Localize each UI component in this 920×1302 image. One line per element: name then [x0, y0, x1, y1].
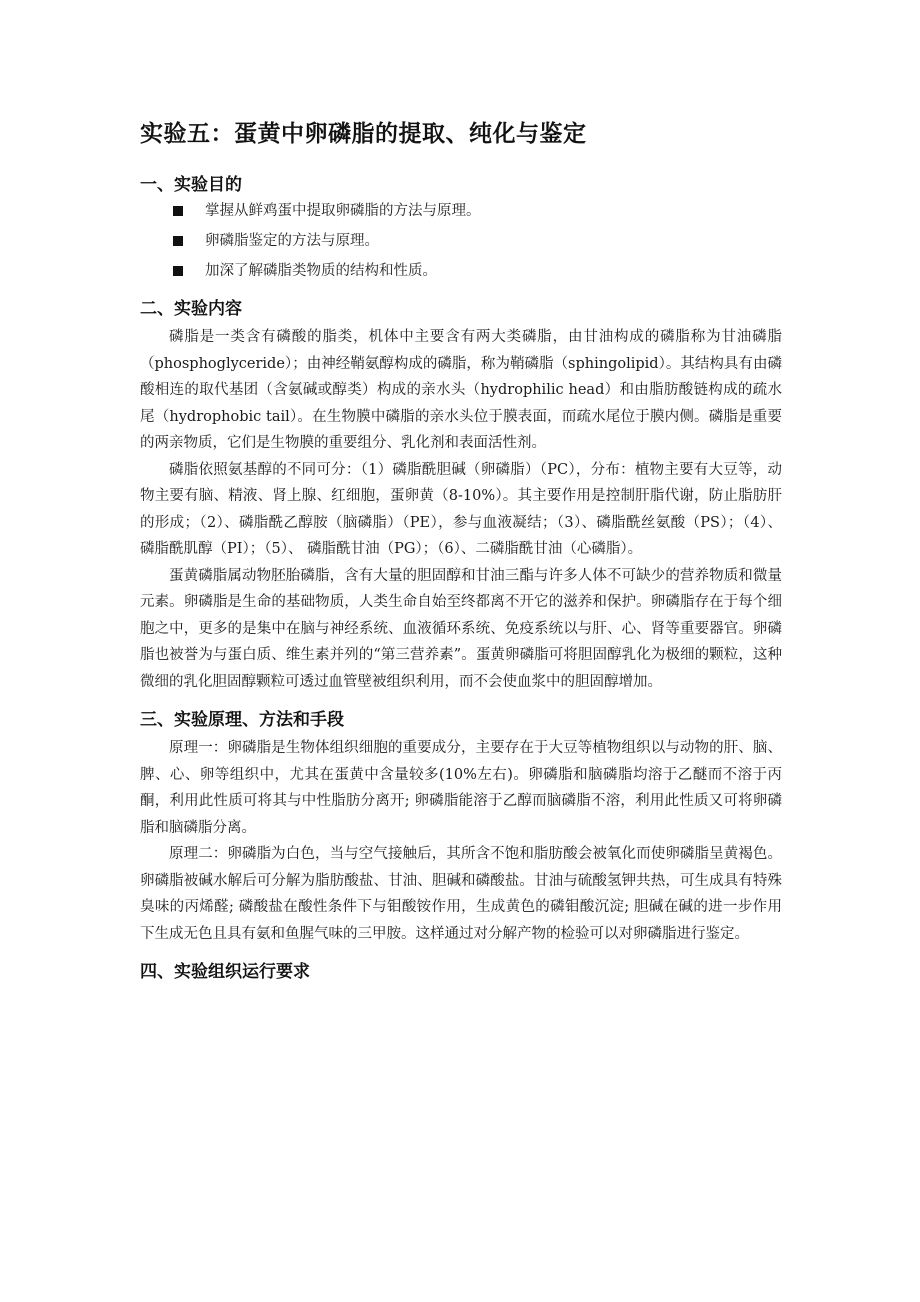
- section-content: [140, 296, 782, 695]
- section-organization: [140, 959, 782, 985]
- document-title: 实验五：蛋黄中卵磷脂的提取、纯化与鉴定: [140, 121, 587, 147]
- paragraph: 磷脂是一类含有磷酸的脂类，机体中主要含有两大类磷脂，由甘油构成的磷脂称为甘油磷脂（phosphoglyceride）；由神经鞘氨醇构成的磷脂，称为鞘磷脂（sphingolipid）。其结构具有由磷酸相连的取代基团（含氨碱或醇类）构成的亲水头（hydrophilic head）和由脂肪酸链构成的疏水尾（hydrophobic tail）。在生物膜中磷脂的亲水头位于膜表面，而疏水尾位于膜内侧。磷脂是重要的两亲物质，它们是生物膜的重要组分、乳化剂和表面活性剂。: [140, 329, 782, 451]
- list-item-text: 掌握从鲜鸡蛋中提取卵磷脂的方法与原理。: [205, 203, 481, 219]
- purpose-list: [140, 200, 782, 282]
- list-item: [140, 200, 782, 222]
- list-item-text: 加深了解磷脂类物质的结构和性质。: [205, 263, 437, 279]
- section-purpose: [140, 172, 782, 282]
- list-item: [140, 230, 782, 252]
- paragraph: 原理二：卵磷脂为白色，当与空气接触后，其所含不饱和脂肪酸会被氧化而使卵磷脂呈黄褐色。卵磷脂被碱水解后可分解为脂肪酸盐、甘油、胆碱和磷酸盐。甘油与硫酸氢钾共热，可生成具有特殊臭味的丙烯醛; 磷酸盐在酸性条件下与钼酸铵作用，生成黄色的磷钼酸沉淀; 胆碱在碱的进一步作用下生成无色且具有氨和鱼腥气味的三甲胺。这样通过对分解产物的检验可以对卵磷脂进行鉴定。: [140, 846, 782, 942]
- list-item: [140, 260, 782, 282]
- square-bullet-icon: [173, 206, 183, 216]
- paragraph: 磷脂依照氨基醇的不同可分：（1）磷脂酰胆碱（卵磷脂）（PC），分布：植物主要有大豆等，动物主要有脑、精液、肾上腺、红细胞，蛋卵黄（8-10%）。其主要作用是控制肝脂代谢，防止脂肪肝的形成；（2）、磷脂酰乙醇胺（脑磷脂）（PE），参与血液凝结；（3）、磷脂酰丝氨酸（PS）；（4）、 磷脂酰肌醇（PI）；（5）、 磷脂酰甘油（PG）；（6）、二磷脂酰甘油（心磷脂）。: [140, 461, 782, 557]
- section-principle: [140, 707, 782, 947]
- paragraph: 蛋黄磷脂属动物胚胎磷脂，含有大量的胆固醇和甘油三酯与许多人体不可缺少的营养物质和微量元素。卵磷脂是生命的基础物质，人类生命自始至终都离不开它的滋养和保护。卵磷脂存在于每个细胞之中，更多的是集中在脑与神经系统、血液循环系统、免疫系统以与肝、心、肾等重要器官。卵磷脂也被誉为与蛋白质、维生素并列的“第三营养素”。蛋黄卵磷脂可将胆固醇乳化为极细的颗粒，这种微细的乳化胆固醇颗粒可透过血管壁被组织利用，而不会使血浆中的胆固醇增加。: [140, 567, 782, 690]
- square-bullet-icon: [173, 236, 183, 246]
- document-content: [140, 118, 782, 997]
- paragraph: 原理一：卵磷脂是生物体组织细胞的重要成分，主要存在于大豆等植物组织以与动物的肝、脑、脾、心、卵等组织中，尤其在蛋黄中含量较多(10%左右)。卵磷脂和脑磷脂均溶于乙醚而不溶于丙酮，利用此性质可将其与中性脂肪分离开; 卵磷脂能溶于乙醇而脑磷脂不溶，利用此性质又可将卵磷脂和脑磷脂分离。: [140, 740, 782, 836]
- section-heading-principle: 三、实验原理、方法和手段: [140, 710, 344, 730]
- section-heading-content: 二、实验内容: [140, 299, 242, 319]
- list-item-text: 卵磷脂鉴定的方法与原理。: [205, 233, 379, 249]
- square-bullet-icon: [173, 266, 183, 276]
- section-heading-purpose: 一、实验目的: [140, 175, 242, 195]
- section-heading-organization: 四、实验组织运行要求: [140, 962, 310, 982]
